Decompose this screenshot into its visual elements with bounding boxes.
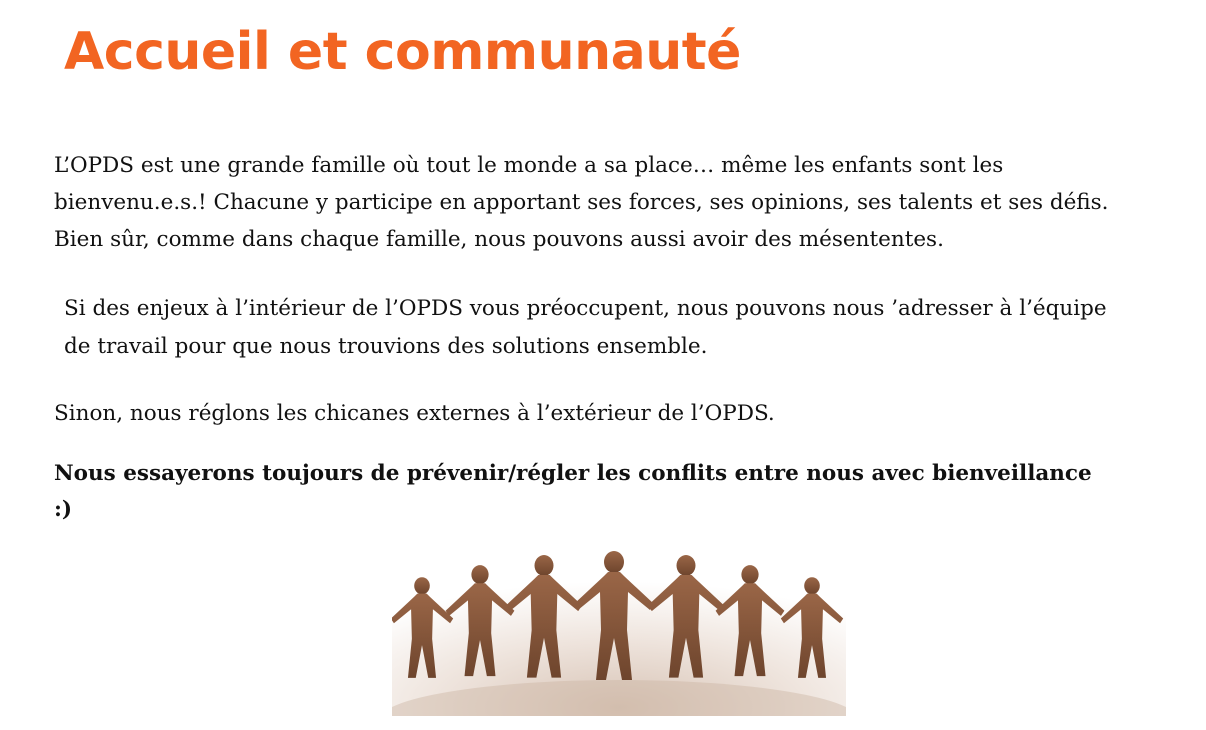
paragraph-line: Bien sûr, comme dans chaque famille, nous pouvons aussi avoir des mésententes. (54, 227, 944, 252)
paragraph-line: bienvenu.e.s.! Chacune y participe en apportant ses forces, ses opinions, ses talents et ses défis. (54, 190, 1109, 215)
paragraph-line: Sinon, nous réglons les chicanes externes à l’extérieur de l’OPDS. (54, 401, 775, 426)
intro-paragraph (54, 147, 1109, 258)
paragraph-line: Si des enjeux à l’intérieur de l’OPDS vous préoccupent, nous pouvons nous ’adresser à l’équipe (64, 296, 1107, 321)
community-illustration (392, 548, 846, 716)
page-title: Accueil et communauté (64, 22, 741, 82)
concerns-paragraph (64, 290, 1107, 366)
kindness-statement (54, 456, 1092, 528)
paragraph-line: :) (54, 497, 73, 522)
external-conflicts-paragraph (54, 395, 775, 432)
paragraph-line: de travail pour que nous trouvions des solutions ensemble. (64, 334, 708, 359)
paragraph-line: Nous essayerons toujours de prévenir/régler les conflits entre nous avec bienveillance (54, 461, 1092, 486)
paragraph-line: L’OPDS est une grande famille où tout le monde a sa place… même les enfants sont les (54, 153, 1004, 178)
